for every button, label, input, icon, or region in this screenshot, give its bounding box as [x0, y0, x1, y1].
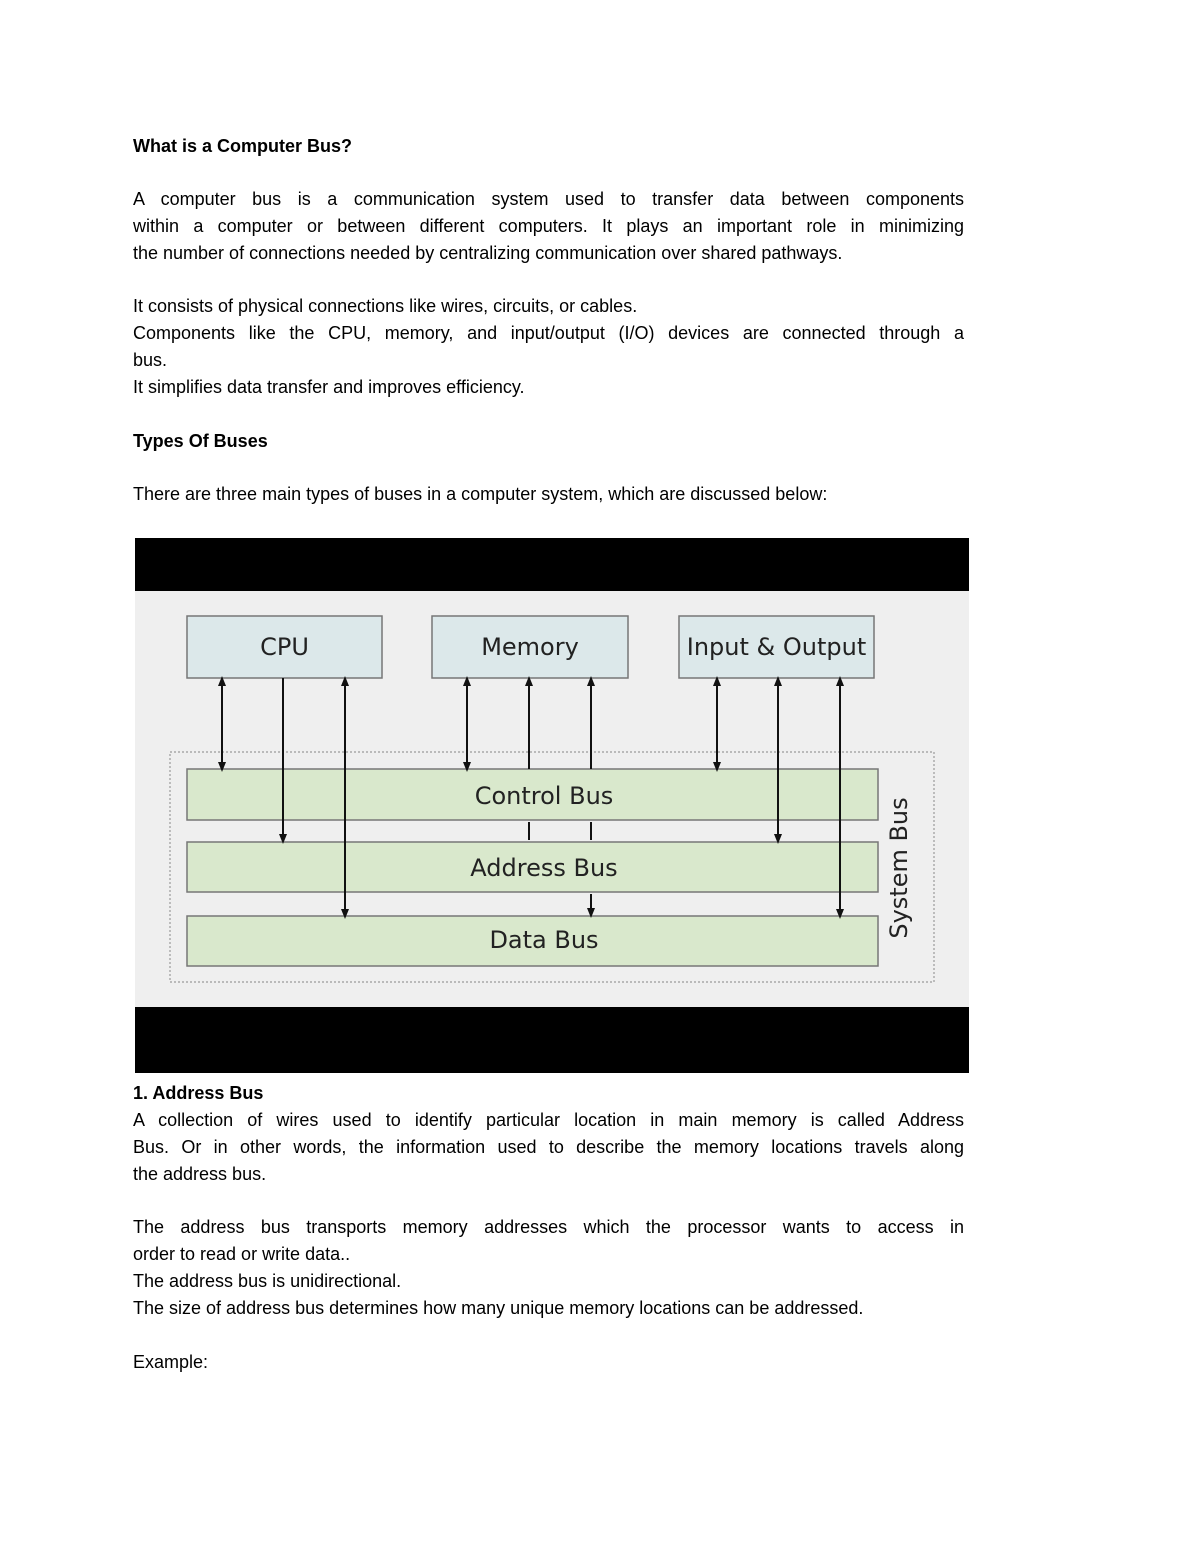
diagram-top-bar — [135, 538, 969, 591]
intro-line-1: A computer bus is a communication system used to transfer data between components — [133, 189, 964, 209]
system-bus-label: System Bus — [885, 797, 913, 939]
heading-types-of-buses: Types Of Buses — [133, 431, 268, 451]
heading-what-is-computer-bus: What is a Computer Bus? — [133, 136, 353, 156]
memory-label: Memory — [481, 633, 579, 661]
cpu-label: CPU — [260, 633, 309, 661]
point-line-1: It consists of physical connections like wires, circuits, or cables. — [133, 296, 638, 316]
io-label: Input & Output — [686, 633, 867, 661]
heading-address-bus: 1. Address Bus — [133, 1083, 264, 1103]
point-line-2: Components like the CPU, memory, and input/output (I/O) devices are connected through a — [133, 323, 964, 343]
control-bus-label: Control Bus — [474, 782, 614, 810]
address-paragraph-line-1: A collection of wires used to identify particular location in main memory is called Address — [133, 1110, 964, 1130]
point-line-3: bus. — [133, 350, 168, 370]
system-bus-diagram — [135, 538, 969, 1073]
types-intro-line: There are three main types of buses in a computer system, which are discussed below: — [133, 484, 828, 504]
address-paragraph-line-3: the address bus. — [133, 1164, 267, 1184]
diagram-bottom-bar — [135, 1007, 969, 1073]
point-line-4: It simplifies data transfer and improves efficiency. — [133, 377, 525, 397]
example-label: Example: — [133, 1352, 209, 1372]
address-paragraph-line-2: Bus. Or in other words, the information used to describe the memory locations travels along — [133, 1137, 964, 1157]
intro-line-3: the number of connections needed by centralizing communication over shared pathways. — [133, 243, 843, 263]
data-bus-label: Data Bus — [489, 926, 599, 954]
address-point-line-1: The address bus transports memory addresses which the processor wants to access in — [133, 1217, 964, 1237]
intro-line-2: within a computer or between different computers. It plays an important role in minimizing — [133, 216, 964, 236]
address-point-line-3: The address bus is unidirectional. — [133, 1271, 402, 1291]
address-point-line-2: order to read or write data.. — [133, 1244, 351, 1264]
address-point-line-4: The size of address bus determines how many unique memory locations can be addressed. — [133, 1298, 864, 1318]
address-bus-label: Address Bus — [470, 854, 618, 882]
